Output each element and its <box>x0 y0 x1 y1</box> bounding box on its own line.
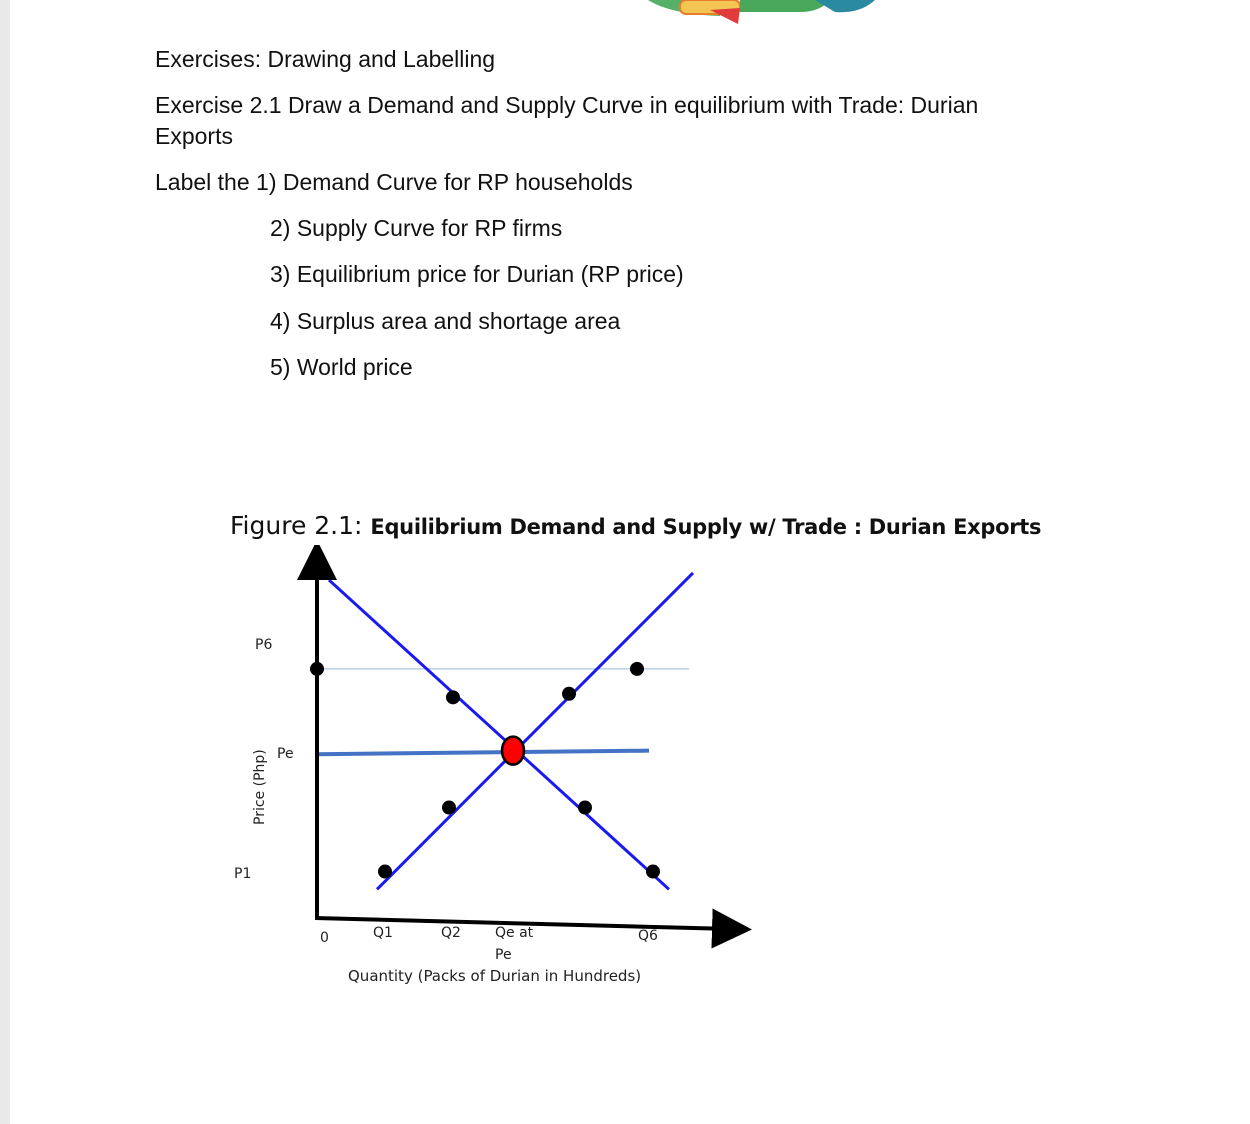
supply-point-1 <box>378 865 392 879</box>
label-instruction: Label the 1) Demand Curve for RP households <box>155 169 633 195</box>
label-item-surplus-shortage: 4) Surplus area and shortage area <box>270 308 621 334</box>
figure-title-text: Equilibrium Demand and Supply w/ Trade : Durian Exports <box>370 515 1042 539</box>
demand-point-3 <box>646 865 660 879</box>
page-gutter <box>0 0 10 1124</box>
x-tick-q2: Q2 <box>441 925 461 941</box>
label-item-supply: 2) Supply Curve for RP firms <box>270 215 563 241</box>
x-tick-q6: Q6 <box>638 928 658 944</box>
x-tick-q1: Q1 <box>373 925 393 941</box>
y-tick-p6: P6 <box>255 637 273 653</box>
data-points <box>310 662 660 879</box>
demand-curve <box>329 580 669 889</box>
exercise-description-line2: Exports <box>155 123 233 149</box>
equilibrium-point <box>502 737 524 765</box>
demand-point-2 <box>578 801 592 815</box>
y-tick-p1: P1 <box>234 866 252 882</box>
exercise-description-line1: Exercise 2.1 Draw a Demand and Supply Curve in equilibrium with Trade: Durian <box>155 92 979 118</box>
demand-point-1 <box>446 690 460 704</box>
pe-price-line <box>317 751 649 755</box>
p6-axis-point <box>310 662 324 676</box>
y-tick-pe: Pe <box>277 746 294 762</box>
label-item-equilibrium: 3) Equilibrium price for Durian (RP price) <box>270 261 684 287</box>
figure-title <box>230 511 1041 540</box>
supply-point-4 <box>630 662 644 676</box>
label-item-world-price: 5) World price <box>270 354 413 380</box>
supply-demand-chart <box>220 545 780 995</box>
logo-fragment <box>630 0 890 28</box>
x-tick-pe: Pe <box>495 947 512 963</box>
supply-point-2 <box>442 801 456 815</box>
x-tick-0: 0 <box>320 930 329 946</box>
supply-curve <box>377 573 693 889</box>
x-tick-qe: Qe at <box>495 925 534 941</box>
figure-title-number: Figure 2.1: <box>230 511 371 540</box>
supply-point-3 <box>562 687 576 701</box>
y-axis-label: Price (Php) <box>252 749 268 825</box>
x-axis-label: Quantity (Packs of Durian in Hundreds) <box>348 967 642 985</box>
exercise-heading: Exercises: Drawing and Labelling <box>155 46 496 72</box>
